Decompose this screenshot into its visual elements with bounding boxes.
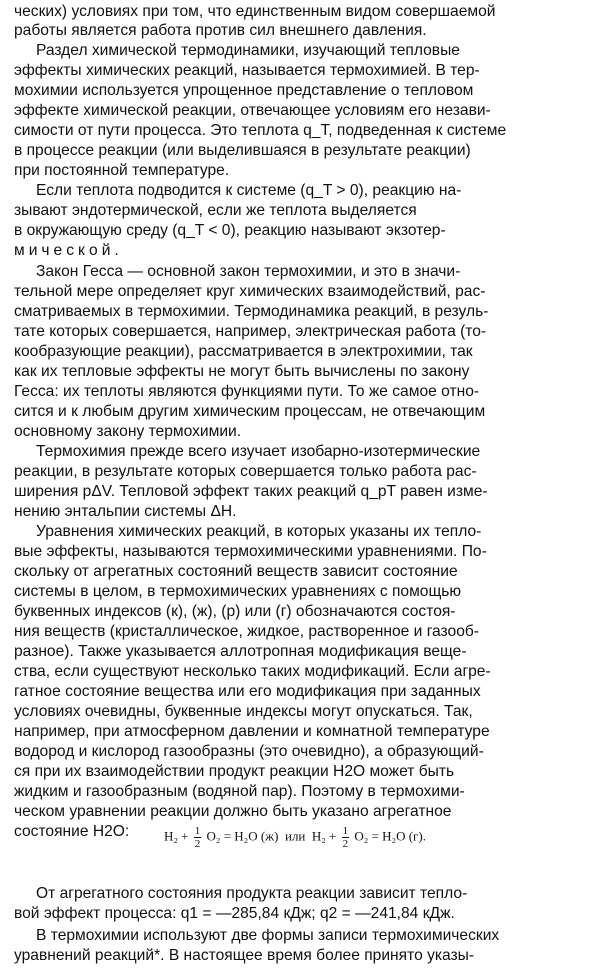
- formula-right-1: O₂ = H₂O (ж): [203, 828, 279, 844]
- text-line: мохимии используется упрощенное представление о тепловом: [14, 82, 474, 99]
- text-line: разное). Также указывается аллотропная модификация веще-: [14, 643, 467, 660]
- text-line: работы является работа против сил внешнего давления.: [14, 22, 427, 39]
- text-line: уравнений реакций*. В настоящее время более принято указы-: [14, 947, 475, 964]
- text-line: нению энтальпии системы ΔH.: [14, 503, 237, 520]
- text-line: В термохимии используют две формы записи термохимических: [36, 927, 500, 944]
- text-line: ства, если существуют несколько таких модификаций. Если агре-: [14, 663, 491, 680]
- text-line: сматриваемых в термохимии. Термодинамика реакций, в резуль-: [14, 303, 489, 320]
- text-line: ширения pΔV. Тепловой эффект таких реакций q_pT равен изме-: [14, 483, 488, 500]
- text-line: мической.: [14, 242, 123, 259]
- text-line: вые эффекты, называются термохимическими уравнениями. По-: [14, 543, 487, 560]
- formula-conjunction: или: [284, 828, 306, 844]
- formula-right-2: O₂ = H₂O (г).: [351, 828, 426, 844]
- text-line: в окружающую среду (q_T < 0), реакцию называют экзотер-: [14, 222, 446, 239]
- text-line: в процессе реакции (или выделившаяся в результате реакции): [14, 142, 471, 159]
- text-line: Гесса: их теплоты являются функциями пути. То же самое отно-: [14, 383, 480, 400]
- text-line: Если теплота подводится к системе (q_T > 0), реакцию на-: [36, 182, 462, 199]
- fraction: $\frac{1}{2}$: [342, 825, 349, 850]
- text-line: сится и к любым другим химическим процессам, не отвечающим: [14, 403, 486, 420]
- text-line: жидким и газообразным (водяной пар). Поэтому в термохими-: [14, 783, 465, 800]
- text-line: вой эффект процесса: q1 = —285,84 кДж; q2 = —241,84 кДж.: [14, 905, 455, 922]
- text-line: эффекты химических реакций, называется термохимией. В тер-: [14, 62, 480, 79]
- fraction: $\frac{1}{2}$: [194, 825, 201, 850]
- text-line: ческих) условиях при том, что единственным видом совершаемой: [14, 3, 496, 20]
- formula-left-2: H₂ +: [311, 828, 340, 844]
- text-line: Термохимия прежде всего изучает изобарно-изотермические: [36, 443, 481, 460]
- text-line: тате которых совершается, например, электрическая работа (то-: [14, 323, 487, 340]
- text-line: например, при атмосферном давлении и комнатной температуре: [14, 723, 490, 740]
- thermochemical-equation: [0, 825, 590, 850]
- text-line: скольку от агрегатных состояний веществ зависит состояние: [14, 563, 458, 580]
- text-line: системы в целом, в термохимических уравнениях с помощью: [14, 583, 462, 600]
- text-line: состояние H2O:: [14, 823, 130, 840]
- text-line: условиях очевидны, буквенные индексы могут опускаться. Так,: [14, 703, 473, 720]
- text-line: симости от пути процесса. Это теплота q_T, подведенная к системе: [14, 122, 507, 139]
- text-line: при постоянной температуре.: [14, 162, 230, 179]
- text-line: эффекте химической реакции, отвечающее условиям его незави-: [14, 102, 491, 119]
- text-line: как их тепловые эффекты не могут быть вычислены по закону: [14, 363, 470, 380]
- text-line: реакции, в результате которых совершается только работа рас-: [14, 463, 477, 480]
- text-line: водород и кислород газообразны (это очевидно), а образующий-: [14, 743, 484, 760]
- text-line: Закон Гесса — основной закон термохимии, и это в значи-: [36, 263, 461, 280]
- text-line: кообразующие реакции), рассматривается в электрохимии, так: [14, 343, 473, 360]
- text-line: ния веществ (кристаллическое, жидкое, растворенное и газооб-: [14, 623, 479, 640]
- text-line: буквенных индексов (к), (ж), (р) или (г) обозначаются состоя-: [14, 603, 456, 620]
- text-line: От агрегатного состояния продукта реакции зависит тепло-: [36, 885, 468, 902]
- text-line: гатное состояние вещества или его модификация при заданных: [14, 683, 481, 700]
- text-line: Уравнения химических реакций, в которых указаны их тепло-: [36, 523, 482, 540]
- text-line: основному закону термохимии.: [14, 423, 242, 440]
- text-line: тельной мере определяет круг химических взаимодействий, рас-: [14, 283, 486, 300]
- text-line: ческом уравнении реакции должно быть указано агрегатное: [14, 803, 452, 820]
- formula-left-1: H₂ +: [164, 828, 192, 844]
- text-line: ся при их взаимодействии продукт реакции H2O может быть: [14, 763, 455, 780]
- text-line: Раздел химической термодинамики, изучающий тепловые: [36, 42, 460, 59]
- text-line: зывают эндотермической, если же теплота выделяется: [14, 202, 417, 219]
